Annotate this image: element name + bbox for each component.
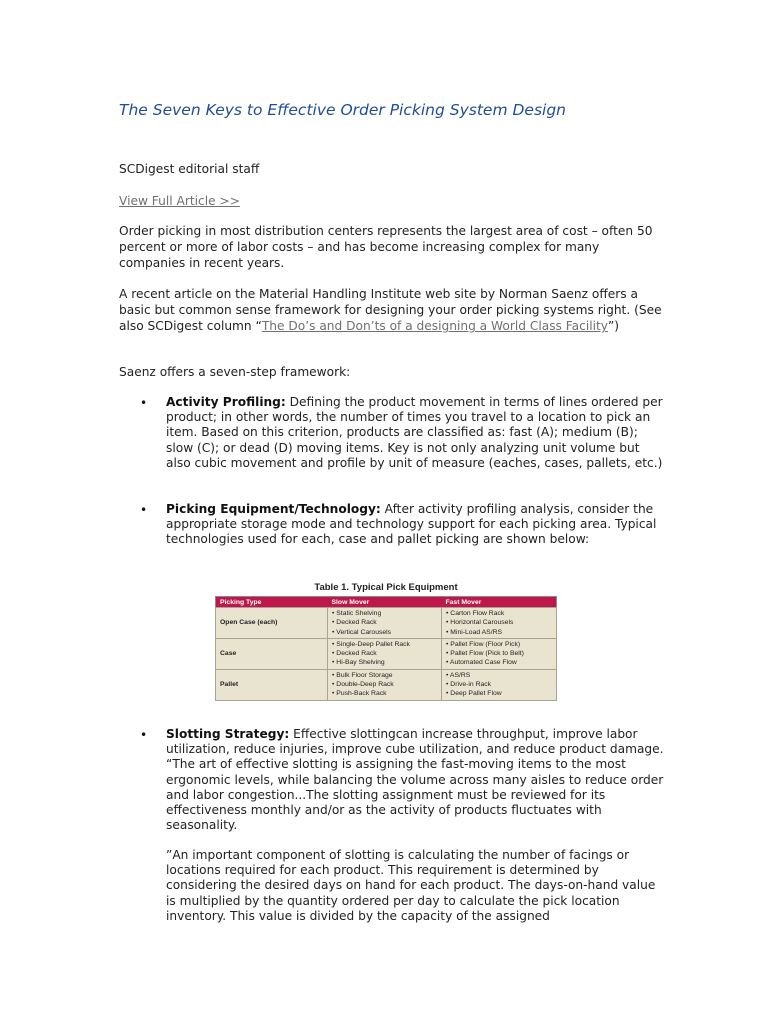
view-full-article-link[interactable]: View Full Article >> <box>119 194 240 208</box>
list-item: • Hi-Bay Shelving <box>332 658 437 667</box>
table-row <box>216 638 557 669</box>
bullet-body: Defining the product movement in terms of lines ordered per product; in other words, the number of times you travel to a location to pick an item. Based on this criterion, products are classified as: fast (A); medium (B); slow (C); or dead (D) moving items. Key is not only analyzing unit volume but also cubic movement and profile by unit of measure (eaches, cases, pallets, etc.) <box>166 395 663 470</box>
list-item: • Push-Back Rack <box>332 689 437 698</box>
list-item: • Static Shelving <box>332 609 437 618</box>
column-header: Slow Mover <box>328 597 442 608</box>
framework-paragraph <box>119 286 664 335</box>
slow-mover-cell <box>328 669 442 700</box>
list-item: • Pallet Flow (Pick to Belt) <box>446 649 552 658</box>
column-header: Picking Type <box>216 597 328 608</box>
slow-mover-cell <box>328 638 442 669</box>
fast-mover-cell <box>442 638 557 669</box>
row-label: Case <box>216 638 328 669</box>
framework-paragraph-close: ”) <box>607 319 620 334</box>
list-item: • Bulk Floor Storage <box>332 671 437 680</box>
seven-step-intro: Saenz offers a seven-step framework: <box>119 365 351 379</box>
list-item: • Drive-in Rack <box>446 680 552 689</box>
bullet-heading: Picking Equipment/Technology: <box>166 502 381 516</box>
bullet-icon: • <box>140 503 148 517</box>
bullet-icon: • <box>140 728 148 742</box>
list-item: • Decked Rack <box>332 649 437 658</box>
list-item: • Carton Flow Rack <box>446 609 552 618</box>
list-item: • Double-Deep Rack <box>332 680 437 689</box>
list-item: • Mini-Load AS/RS <box>446 628 552 637</box>
slotting-quote-paragraph: ”An important component of slotting is calculating the number of facings or locations required for each product. This requirement is determined by considering the desired days on hand for each product. The days-on-hand value is multiplied by the quantity ordered per day to calculate the pick location inventory. This value is divided by the capacity of the assigned <box>166 848 656 923</box>
bullet-heading: Slotting Strategy: <box>166 727 290 741</box>
dos-and-donts-link[interactable]: The Do’s and Don’ts of a designing a World Class Facility <box>261 319 608 334</box>
table-row <box>216 608 557 639</box>
bullet-text <box>166 395 666 471</box>
list-item: • Horizontal Carousels <box>446 618 552 627</box>
list-item: • AS/RS <box>446 671 552 680</box>
bullet-text <box>166 727 666 833</box>
pick-equipment-table-figure <box>215 581 557 701</box>
list-item: • Pallet Flow (Floor Pick) <box>446 640 552 649</box>
bullet-body: Effective slottingcan increase throughput, improve labor utilization, reduce injuries, improve cube utilization, and reduce product damage. “The art of effective slotting is assigning the fast-moving items to the most ergonomic levels, while balancing the volume across many aisles to reduce order and labor congestion...The slotting assignment must be reviewed for its effectiveness monthly and/or as the activity of products fluctuates with seasonality. <box>166 727 664 833</box>
bullet-body: After activity profiling analysis, consider the appropriate storage mode and technology support for each picking area. Typical technologies used for each, case and pallet picking are shown below: <box>166 502 657 547</box>
framework-paragraph-text: A recent article on the Material Handling Institute web site by Norman Saenz offers a basic but common sense framework for designing your order picking systems right. (See also SCDigest column “ <box>119 287 662 334</box>
row-label: Open Case (each) <box>216 608 328 639</box>
list-item: • Vertical Carousels <box>332 628 437 637</box>
bullet-text <box>166 502 666 548</box>
byline: SCDigest editorial staff <box>119 162 260 176</box>
bullet-heading: Activity Profiling: <box>166 395 286 409</box>
table-title: Table 1. Typical Pick Equipment <box>314 582 458 593</box>
list-item: • Single-Deep Pallet Rack <box>332 640 437 649</box>
intro-paragraph: Order picking in most distribution centers represents the largest area of cost – often 50 percent or more of labor costs – and has become increasing complex for many companies in recent years. <box>119 224 653 271</box>
list-item: • Automated Case Flow <box>446 658 552 667</box>
fast-mover-cell <box>442 608 557 639</box>
table-header-row <box>216 597 557 608</box>
column-header: Fast Mover <box>442 597 557 608</box>
table-row <box>216 669 557 700</box>
list-item: • Decked Rack <box>332 618 437 627</box>
row-label: Pallet <box>216 669 328 700</box>
pick-equipment-table <box>215 596 557 701</box>
article-title: The Seven Keys to Effective Order Picking System Design <box>119 101 566 119</box>
bullet-icon: • <box>140 396 148 410</box>
slow-mover-cell <box>328 608 442 639</box>
list-item: • Deep Pallet Flow <box>446 689 552 698</box>
fast-mover-cell <box>442 669 557 700</box>
